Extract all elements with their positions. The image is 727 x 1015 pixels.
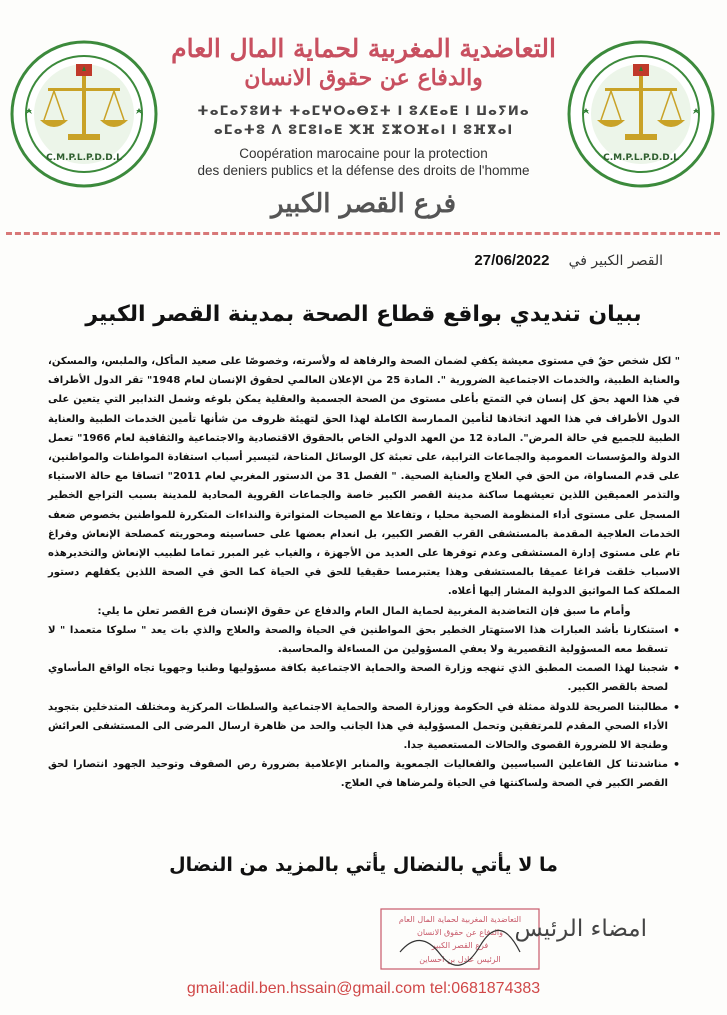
body-paragraph: " لكل شخص حقٌ في مستوى معيشة يكفي لضمان الصحة والرفاهة له ولأسرته، وخصوصًا على صعيد المأكل، والملبس، والمسكن، والعناية الطبية، والخدمات الاجتماعية الضرورية ". المادة 25 من الإعلان العالمي لحقوق الإنسان لعام 1948" تقر الدول الأطراف في هذا العهد بحق كل إنسان في التمتع بأعلى مستوى من الصحة الجسمية والعقلية يمكن بلوغه وشمل التدابير التي يتعين على الدول الأطراف في هذا العهد اتخاذها لتأمين الممارسة الكاملة لهذا الحق لتهيئة ظروف من شأنها تأمين الخدمات الطبية والعناية الطبية للجميع في حالة المرض". المادة 12 من العهد الدولي الخاص بالحقوق الاقتصادية والاجتماعية والثقافية لعام 1966" تعمل الدولة والمؤسسات العمومية والجماعات الترابية، على تعبئة كل الوسائل المتاحة، لتيسير أسباب استفادة المواطنات والمواطنين، على قدم المساواة، من الحق في العلاج والعناية الصحية. " الفصل 31 من الدستور المغربي لعام 2011" اتساقا مع حالة الاستياء والتذمر العميقين اللذين تعيشهما ساكنة مدينة القصر الكبير خاصة والجماعات القروية المحادية للمدينة بسبب التراجع الخطير المسجل على مستوى أداء المنظومة الصحية محليا ، وتفاعلا مع الصيحات المتواترة والنداءات المتكررة للمواطنين بخصوص ضعف الخدمات العلاجية المقدمة بالمستشفى القرب القصر الكبير، بل انعدام بعضها على حساسيته ومحوريته كمصلحة الإنعاش وفراغ تام على مستوى إدارة المستشفى وعدم توفرها على العديد من الأجهزة ، والغياب غير المبرر تماما لطبيب الإنعاش والتخديرهذه الاسباب خلقت فراغا عميقا بالمستشفى وهذا يعتبرمسا حقيقيا للحق في الحياة كما الحق في الصحة اللذين يكفلهم دستور المملكة كما المواثيق الدولية المشار إليها أعلاه. <box>48 356 681 598</box>
document-body <box>48 352 680 794</box>
document-date: 27/06/2022 <box>474 252 550 269</box>
branch-name: فرع القصر الكبير <box>270 189 457 219</box>
organization-logo-right <box>565 38 717 190</box>
org-name-tifinagh-line2: ⴰⵎⴰⵜⵓ ⴷ ⵓⵎⵓⵏⴰⴹ ⵅⴼ ⵉⵣⵔⴼⴰⵏ ⵏ ⵓⴼⴳⴰⵏ <box>213 123 514 138</box>
logo-caption: C.M.P.L.P.D.D.L <box>603 153 679 163</box>
organization-logo-left <box>8 38 160 190</box>
date-place: القصر الكبير في <box>568 253 663 269</box>
slogan: ما لا يأتي بالنضال يأتي بالمزيد من النضال <box>169 854 558 876</box>
list-item: • مطالبتنا الصريحة للدولة ممثلة في الحكومة ووزارة الصحة والحماية الاجتماعية والسلطات المركزية ومختلف المتدخلين بتجويد الأداء الصحي المقدم للمرتفقين وتحمل المسؤولية في هذا الجانب والحد من ظاهرة ارسال المرضى الى المستشفى العرائش وطنجة الا للضرورة القصوى والحالات المستعصية جدا. <box>48 698 680 756</box>
list-item: • شجبنا لهذا الصمت المطبق الذي تنهجه وزارة الصحة والحماية الاجتماعية بكافة مسؤوليها وطنيا وجهويا تجاه الواقع المأساوي لصحة بالقصر الكبير. <box>48 659 680 697</box>
list-item: • مناشدتنا كل الفاعلين السياسيين والفعاليات الجمعوية والمنابر الإعلامية بضرورة رص الصفوف وتوحيد الجهود انتصارا لحق القصر الكبير في الصحة ولساكنتها في الحياة ولمرضاها في العلاج. <box>48 755 680 793</box>
header-divider <box>6 232 720 235</box>
stamp-line: والدفاع عن حقوق الانسان <box>416 928 504 937</box>
org-name-arabic-line2: والدفاع عن حقوق الانسان <box>244 65 483 91</box>
logo-caption: C.M.P.L.P.D.D.L <box>46 153 122 163</box>
signature-label: امضاء الرئيس <box>514 916 647 942</box>
list-item: • استنكارنا بأشد العبارات هذا الاستهتار الخطير بحق المواطنين في الحياة والصحة والعلاج والذي بات يعد " سلوكا متعمدا " لا تسقط معه المسؤولية التقصيرية ولا يعفي المسؤولين من المساءلة والمحاسبة. <box>48 621 680 659</box>
org-name-french-line1: Coopération marocaine pour la protection <box>239 146 488 161</box>
document-title: ببيان تنديدي بواقع قطاع الصحة بمدينة القصر الكبير <box>85 302 642 327</box>
stamp-line: التعاضدية المغربية لحماية المال العام <box>398 915 522 924</box>
stamp-line: فرع القصر الكبير <box>431 941 489 950</box>
declaration-list <box>48 621 680 794</box>
org-name-tifinagh-line1: ⵜⴰⵎⴰⵢⵓⵍⵜ ⵜⴰⵎⵖⵔⴰⴱⵉⵜ ⵏ ⵓⵃⴹⴰⴹ ⵏ ⵡⴰⵢⵍⴰ <box>197 104 530 119</box>
stamp-line: الرئيس عادل بن احساين <box>419 955 501 964</box>
org-name-french-line2: des deniers publics et la défense des droits de l'homme <box>197 163 530 178</box>
date-line <box>363 250 663 274</box>
footer-contact: gmail:adil.ben.hssain@gmail.com tel:0681874383 <box>186 980 541 997</box>
declaration-intro: وأمام ما سبق فإن التعاضدية المغربية لحماية المال العام والدفاع عن حقوق الإنسان فرع القصر تعلن ما يلي: <box>97 605 631 617</box>
org-name-arabic-line1: التعاضدية المغربية لحماية المال العام <box>171 34 556 63</box>
